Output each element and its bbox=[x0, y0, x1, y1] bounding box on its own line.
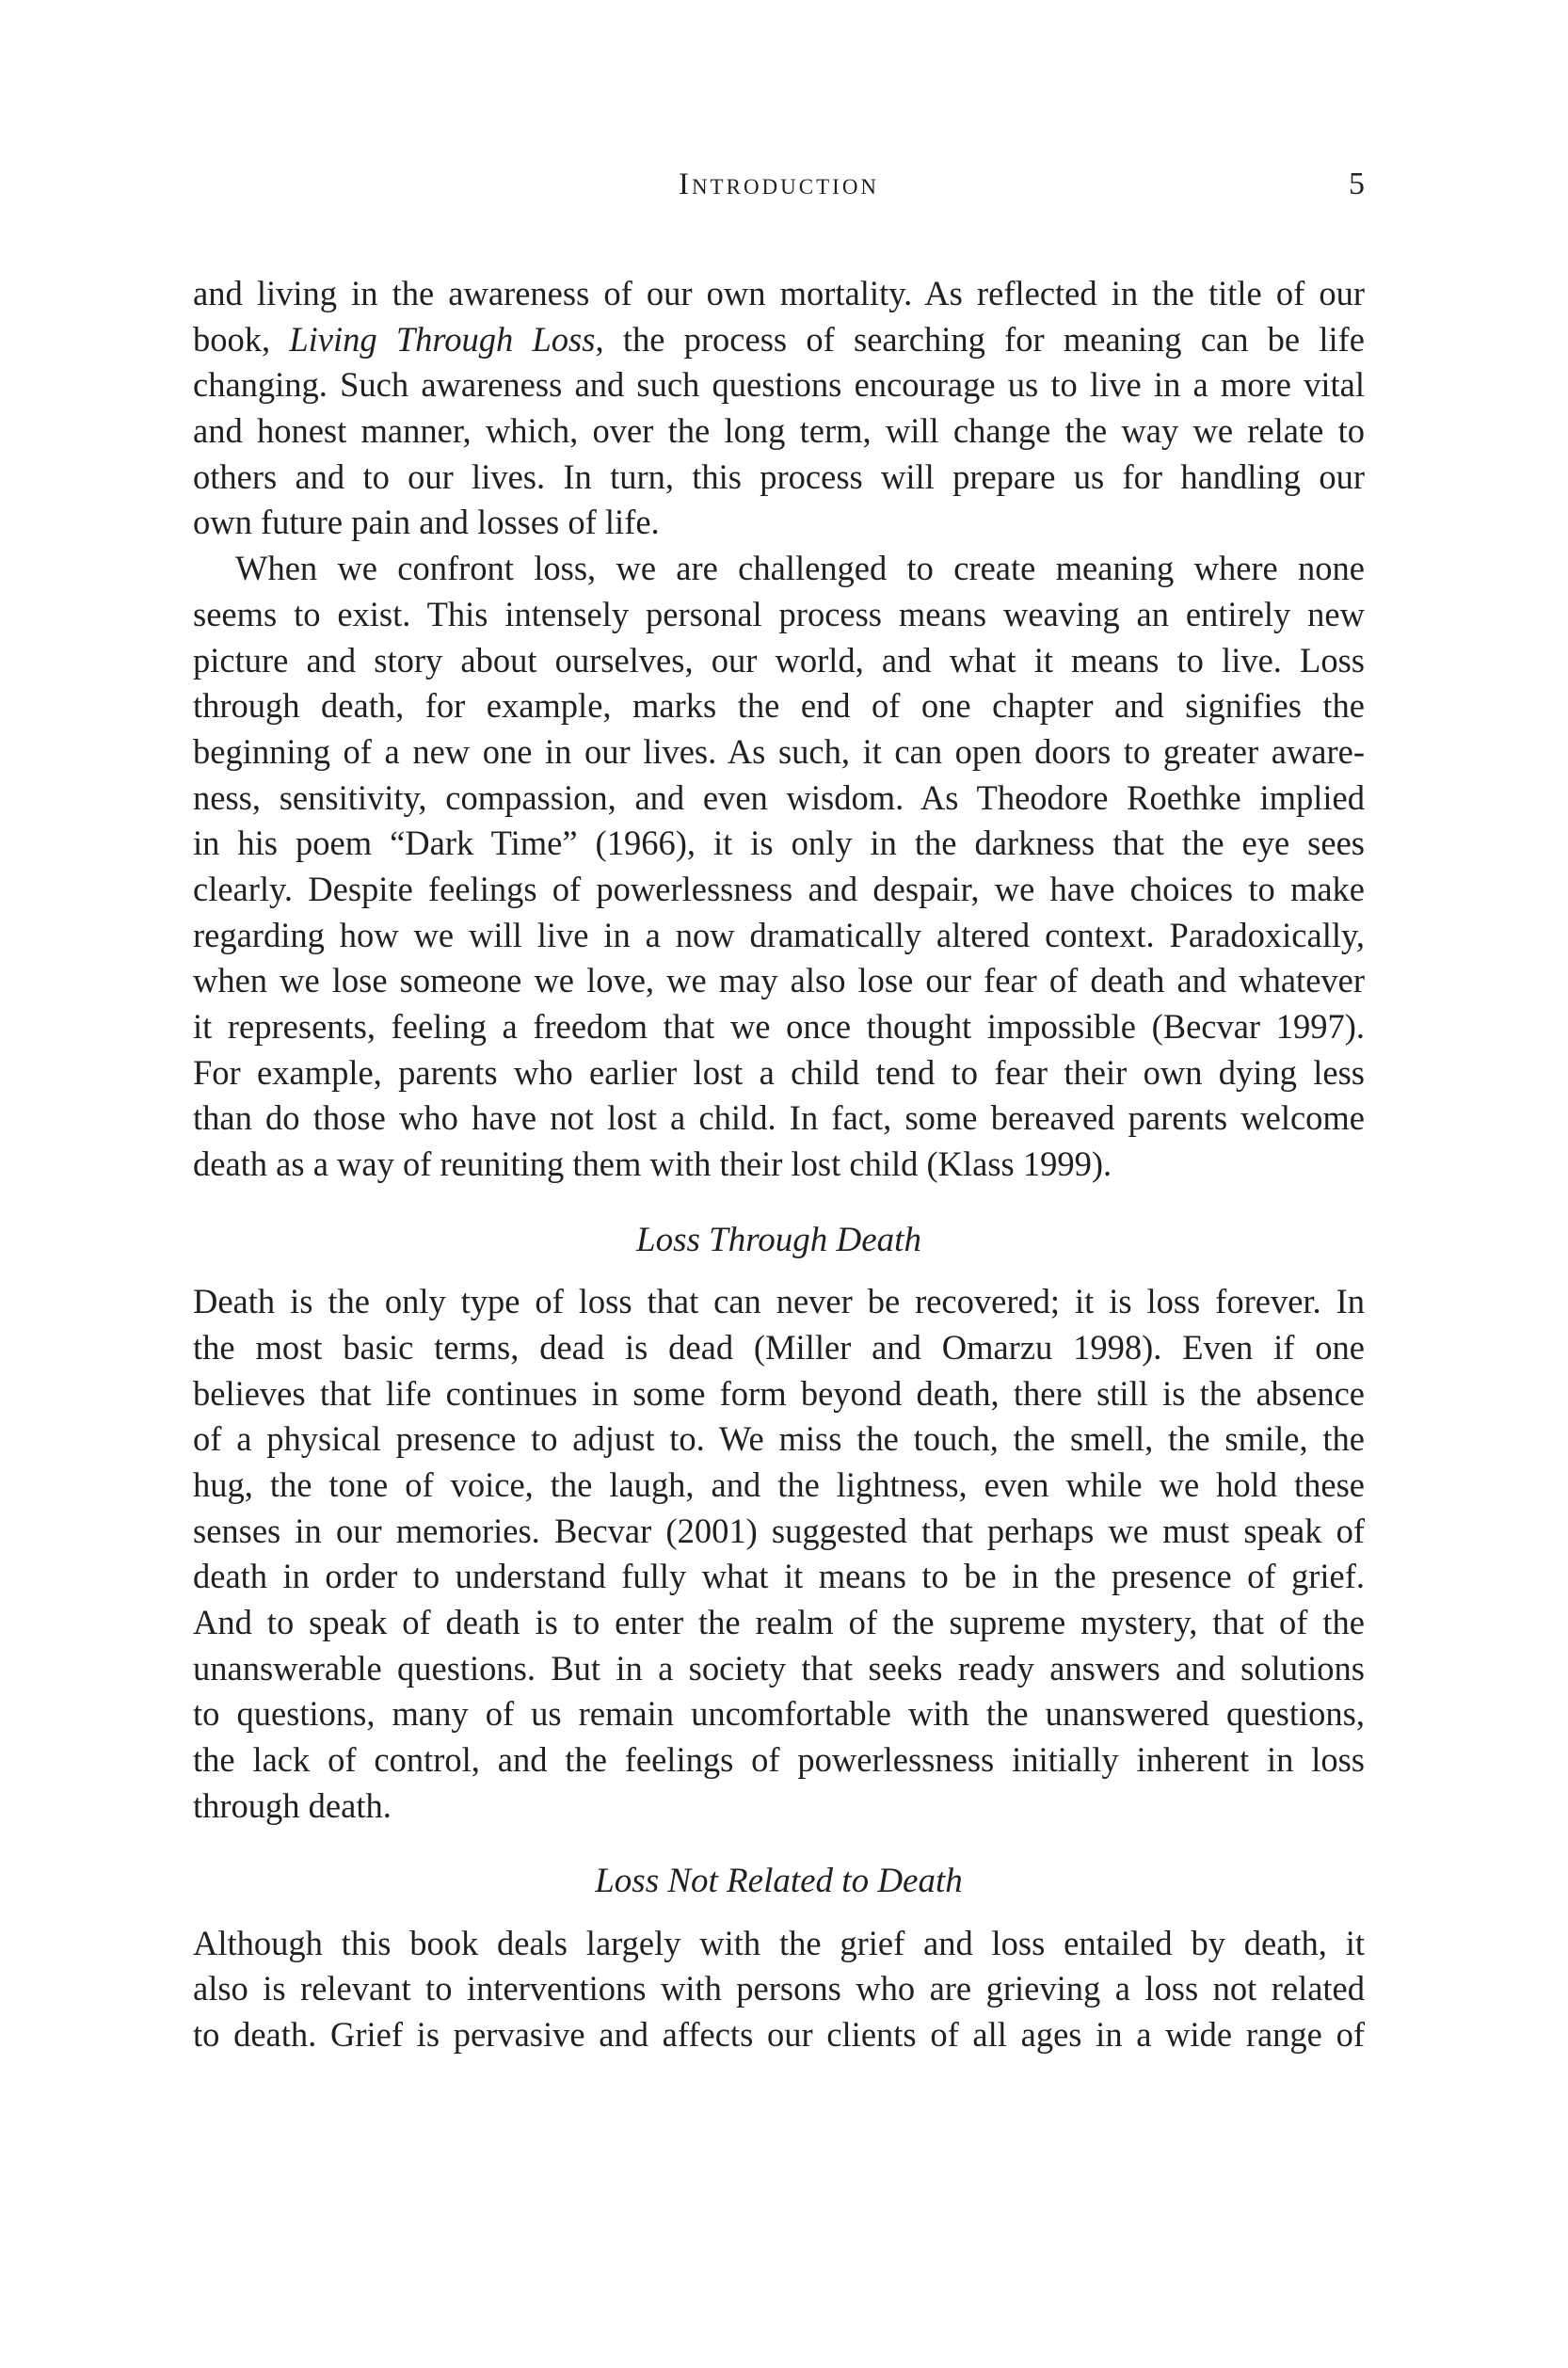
text-line: senses in our memories. Becvar (2001) suggested that perhaps we must speak of bbox=[193, 1511, 1365, 1550]
paragraph bbox=[193, 546, 1365, 1188]
running-header bbox=[193, 162, 1365, 207]
text-line: death in order to understand fully what it means to be in the presence of grief. bbox=[193, 1557, 1365, 1596]
paragraph bbox=[193, 1279, 1365, 1829]
text-line: picture and story about ourselves, our world, and what it means to live. Loss bbox=[193, 640, 1365, 680]
text-line: believes that life continues in some form beyond death, there still is the absence bbox=[193, 1373, 1365, 1413]
text-line: also is relevant to interventions with persons who are grieving a loss not related bbox=[193, 1969, 1365, 2008]
text-line: When we confront loss, we are challenged to create meaning where none bbox=[235, 549, 1365, 588]
text-line: the lack of control, and the feelings of powerlessness initially inherent in loss bbox=[193, 1740, 1365, 1780]
paragraph bbox=[193, 271, 1365, 546]
text-line: clearly. Despite feelings of powerlessness and despair, we have choices to make bbox=[193, 869, 1365, 908]
text-line: it represents, feeling a freedom that we once thought impossible (Becvar 1997). bbox=[193, 1007, 1365, 1046]
text-line: and living in the awareness of our own mortality. As reflected in the title of our bbox=[193, 274, 1365, 312]
text-line: Death is the only type of loss that can never be recovered; it is loss forever. In bbox=[193, 1282, 1365, 1321]
body-text bbox=[193, 271, 1365, 2058]
text-line: in his poem “Dark Time” (1966), it is only in the darkness that the eye sees bbox=[193, 824, 1365, 863]
text-line: of a physical presence to adjust to. We miss the touch, the smell, the smile, the bbox=[193, 1419, 1365, 1459]
text-line: book, Living Through Loss, the process of searching for meaning can be life bbox=[193, 319, 1365, 359]
text-line: ness, sensitivity, compassion, and even wisdom. As Theodore Roethke implied bbox=[193, 777, 1365, 817]
text-line: and honest manner, which, over the long term, will change the way we relate to bbox=[193, 411, 1365, 451]
text-line: hug, the tone of voice, the laugh, and the lightness, even while we hold these bbox=[193, 1464, 1365, 1504]
text-line: through death. bbox=[193, 1785, 392, 1825]
text-line: regarding how we will live in a now dramatically altered context. Paradoxically, bbox=[193, 915, 1365, 954]
text-line: seems to exist. This intensely personal process means weaving an entirely new bbox=[193, 594, 1365, 633]
text-line: when we lose someone we love, we may also lose our fear of death and whatever bbox=[193, 961, 1365, 1000]
text-line: changing. Such awareness and such questions encourage us to live in a more vital bbox=[193, 365, 1365, 405]
text-line: For example, parents who earlier lost a child tend to fear their own dying less bbox=[193, 1052, 1365, 1092]
text-line: And to speak of death is to enter the realm of the supreme mystery, that of the bbox=[193, 1602, 1365, 1641]
text-line: through death, for example, marks the end of one chapter and signifies the bbox=[193, 686, 1365, 726]
text-line: beginning of a new one in our lives. As such, it can open doors to greater aware- bbox=[193, 731, 1365, 771]
section-heading: Loss Not Related to Death bbox=[595, 1862, 963, 1901]
paragraph bbox=[193, 1921, 1365, 2058]
text-line: death as a way of reuniting them with their lost child (Klass 1999). bbox=[193, 1144, 1112, 1184]
book-title: Living Through Loss bbox=[289, 319, 596, 359]
text-line: others and to our lives. In turn, this process will prepare us for handling our bbox=[193, 456, 1365, 496]
page-number: 5 bbox=[1349, 167, 1365, 201]
text-line: Although this book deals largely with the grief and loss entailed by death, it bbox=[193, 1923, 1365, 1962]
text-line: to questions, many of us remain uncomfortable with the unanswered questions, bbox=[193, 1694, 1365, 1734]
text-line: to death. Grief is pervasive and affects our clients of all ages in a wide range of bbox=[193, 2015, 1365, 2055]
text-line: unanswerable questions. But in a society that seeks ready answers and solutions bbox=[193, 1648, 1365, 1688]
text-line: than do those who have not lost a child. In fact, some bereaved parents welcome bbox=[193, 1098, 1365, 1138]
text-line: own future pain and losses of life. bbox=[193, 503, 660, 542]
running-title: Introduction bbox=[678, 168, 880, 201]
section-heading: Loss Through Death bbox=[636, 1220, 921, 1259]
text-line: the most basic terms, dead is dead (Miller and Omarzu 1998). Even if one bbox=[193, 1327, 1365, 1367]
